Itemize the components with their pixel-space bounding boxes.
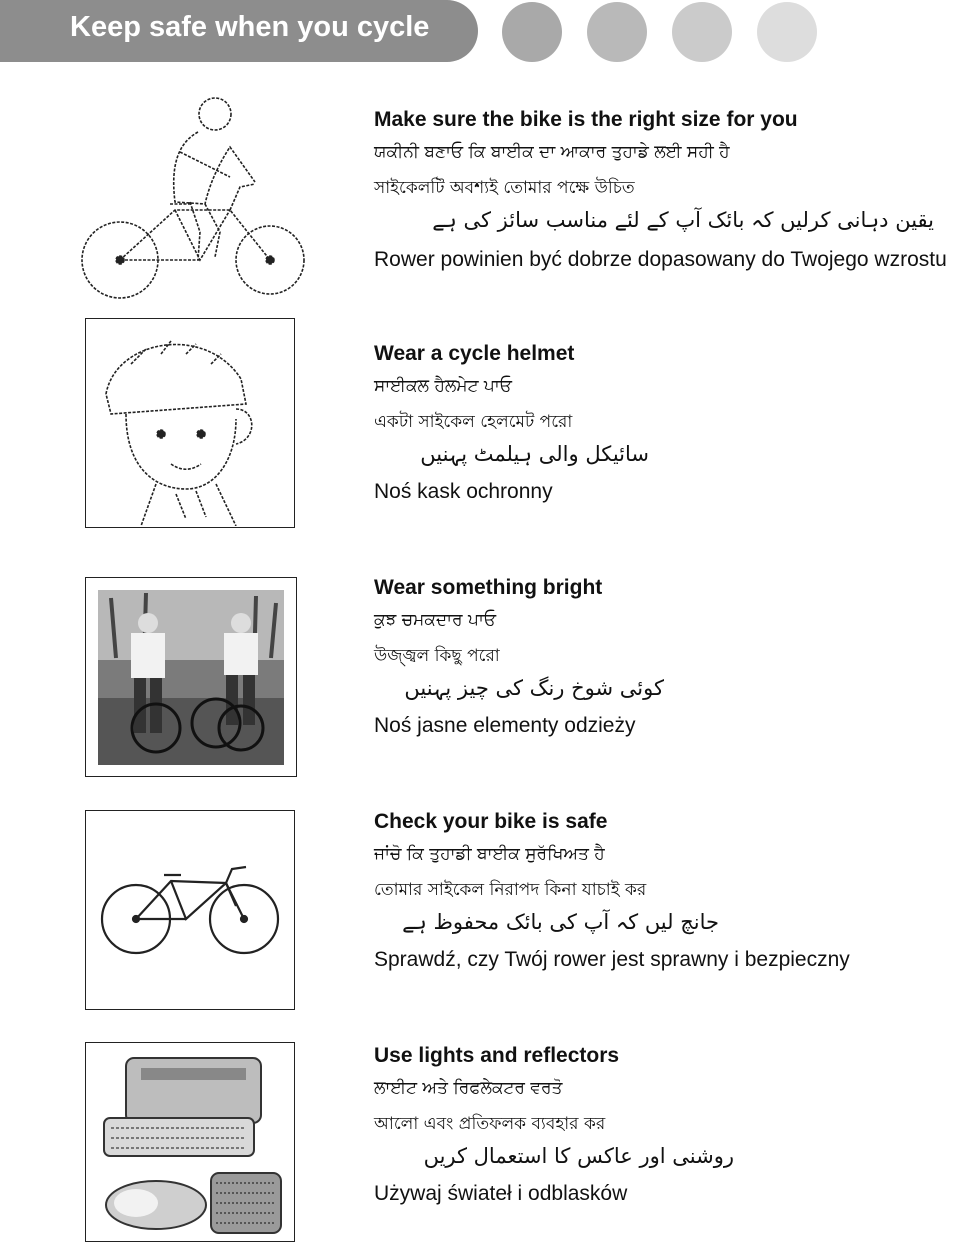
tip-english: Wear a cycle helmet <box>374 342 575 365</box>
header-dot-3 <box>672 2 732 62</box>
tip-polish: Noś kask ochronny <box>374 480 553 503</box>
tip-bengali: একটা সাইকেল হেলমেট পরো <box>374 412 573 432</box>
tip-bengali: উজ্জ্বল কিছু পরো <box>374 646 500 666</box>
tip-urdu: روشنی اور عاکس کا استعمال کریں <box>423 1144 734 1168</box>
tip-polish: Sprawdź, czy Twój rower jest sprawny i bezpieczny <box>374 948 850 971</box>
tip-english: Wear something bright <box>374 576 603 599</box>
tip-bengali: তোমার সাইকেল নিরাপদ কিনা যাচাই কর <box>374 880 647 900</box>
lights-reflectors-photo <box>85 1042 295 1242</box>
tip-punjabi: ਯਕੀਨੀ ਬਣਾਓ ਕਿ ਬਾਈਕ ਦਾ ਆਕਾਰ ਤੁਹਾਡੇ ਲਈ ਸਹੀ ਹੈ <box>374 142 730 162</box>
cyclists-photo <box>85 577 297 777</box>
bicycle-photo <box>85 810 295 1010</box>
tip-punjabi: ਜਾਂਚੋ ਕਿ ਤੁਹਾਡੀ ਬਾਈਕ ਸੁਰੱਖਿਅਤ ਹੈ <box>374 844 605 864</box>
page-title: Keep safe when you cycle <box>70 11 430 43</box>
tip-bengali: সাইকেলটি অবশ্যই তোমার পক্ষে উচিত <box>374 178 635 198</box>
helmet-child-illustration <box>85 318 295 528</box>
tip-urdu: کوئی شوخ رنگ کی چیز پہنیں <box>404 676 664 700</box>
tip-urdu: جانچ لیں کہ آپ کی بائک محفوظ ہے <box>402 910 719 934</box>
tip-punjabi: ਲਾਈਟ ਅਤੇ ਰਿਫਲੇਕਟਰ ਵਰਤੋ <box>374 1078 563 1098</box>
bike-rider-illustration <box>80 92 305 307</box>
page-header <box>0 0 478 62</box>
header-dot-1 <box>502 2 562 62</box>
tip-english: Make sure the bike is the right size for you <box>374 108 798 131</box>
tip-polish: Rower powinien być dobrze dopasowany do Twojego wzrostu <box>374 248 947 271</box>
header-dot-2 <box>587 2 647 62</box>
tip-polish: Noś jasne elementy odzieży <box>374 714 636 737</box>
header-dot-4 <box>757 2 817 62</box>
tip-punjabi: ਕੁਝ ਚਮਕਦਾਰ ਪਾਓ <box>374 610 496 630</box>
tip-polish: Używaj świateł i odblasków <box>374 1182 628 1205</box>
tip-urdu: سائیکل والی ہیلمٹ پہنیں <box>420 442 649 466</box>
tip-english: Check your bike is safe <box>374 810 608 833</box>
tip-bengali: আলো এবং প্রতিফলক ব্যবহার কর <box>374 1114 606 1134</box>
tip-urdu: یقین دہانی کرلیں کہ بائک آپ کے لئے مناسب سائز کی ہے <box>432 208 934 232</box>
tip-english: Use lights and reflectors <box>374 1044 620 1067</box>
tip-punjabi: ਸਾਈਕਲ ਹੈਲਮੇਟ ਪਾਓ <box>374 376 512 396</box>
